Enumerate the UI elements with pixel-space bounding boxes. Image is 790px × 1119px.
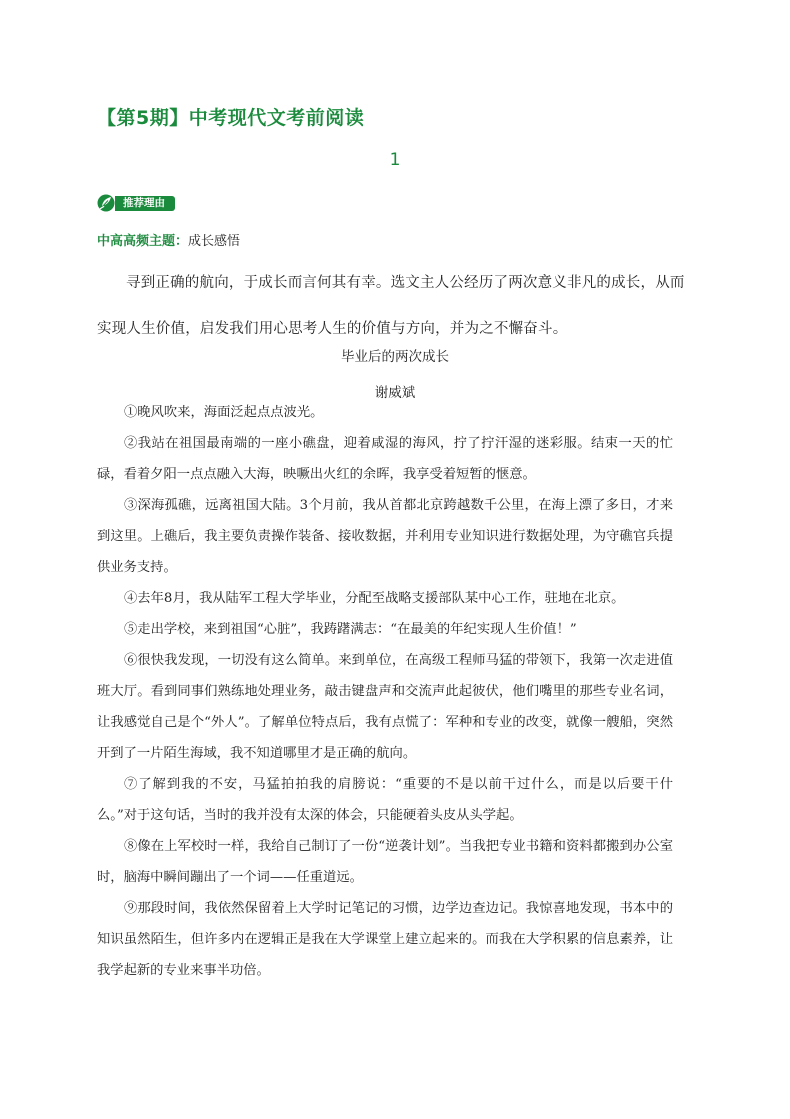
badge-label: 推荐理由 [115, 196, 175, 211]
essay-paragraph: ⑤走出学校，来到祖国“心脏”，我踌躇满志：“在最美的年纪实现人生价值！” [124, 622, 577, 637]
essay-paragraph: ⑦了解到我的不安，马猛拍拍我的肩膀说：“重要的不是以前干过什么，而是以后要干什么。”对于这句话，当时的我并没有太深的体会，只能硬着头皮从头学起。 [97, 777, 673, 823]
essay-paragraph: ③深海孤礁，远离祖国大陆。3个月前，我从首都北京跨越数千公里，在海上漂了多日，才来到这里。上礁后，我主要负责操作装备、接收数据，并利用专业知识进行数据处理，为守礁官兵提供业务支持。 [97, 498, 673, 575]
page-number: 1 [389, 150, 401, 170]
topic-value: 成长感悟 [188, 234, 241, 249]
essay-paragraph: ②我站在祖国最南端的一座小礁盘，迎着咸湿的海风，拧了拧汗湿的迷彩服。结束一天的忙碌，看着夕阳一点点融入大海，映噘出火红的余晖，我享受着短暂的惬意。 [97, 436, 673, 482]
essay-title: 毕业后的两次成长 [341, 349, 449, 365]
essay-paragraph: ⑥很快我发现，一切没有这么简单。来到单位，在高级工程师马猛的带领下，我第一次走进值班大厅。看到同事们熟练地处理业务，敲击键盘声和交流声此起彼伏，他们嘴里的那些专业名词，让我感觉自己是个“外人”。了解单位特点后，我有点慌了：军种和专业的改变，就像一艘船，突然开到了一片陌生海域，我不知道哪里才是正确的航向。 [97, 653, 673, 761]
recommend-reason-text: 寻到正确的航向，于成长而言何其有幸。选文主人公经历了两次意义非凡的成长，从而实现人生价值，启发我们用心思考人生的价值与方向，并为之不懈奋斗。 [97, 275, 685, 337]
essay-paragraph: ⑧像在上军校时一样，我给自己制订了一份“逆袭计划”。当我把专业书籍和资料都搬到办公室时，脑海中瞬间蹦出了一个词——任重道远。 [97, 839, 673, 885]
recommend-reason-badge [97, 193, 175, 213]
essay-paragraph: ⑨那段时间，我依然保留着上大学时记笔记的习惯，边学边查边记。我惊喜地发现，书本中的知识虽然陌生，但许多内在逻辑正是我在大学课堂上建立起来的。而我在大学积累的信息素养，让我学起新的专业来事半功倍。 [97, 901, 673, 978]
topic-key: 中高高频主题 [97, 234, 176, 249]
leaf-icon [97, 193, 119, 213]
page-title: 【第5期】中考现代文考前阅读 [97, 107, 365, 129]
essay-paragraph: ①晚风吹来，海面泛起点点波光。 [124, 405, 324, 420]
essay-author: 谢威斌 [374, 385, 416, 401]
topic-line [97, 230, 240, 249]
essay-body [97, 397, 673, 986]
essay-paragraph: ④去年8月，我从陆军工程大学毕业，分配至战略支援部队某中心工作，驻地在北京。 [124, 591, 625, 606]
topic-separator: ： [175, 234, 189, 249]
